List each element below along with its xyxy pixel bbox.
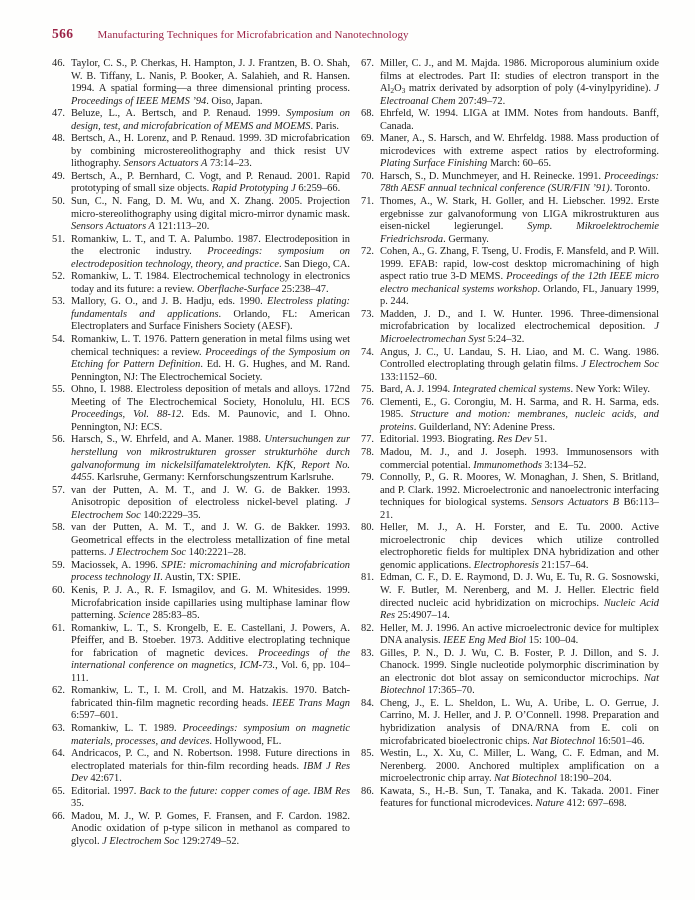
reference-item — [361, 434, 659, 447]
reference-number: 64. — [52, 748, 65, 760]
reference-item — [361, 447, 659, 472]
reference-text: Mallory, G. O., and J. B. Hadju, eds. 1990. Electroless plating: fundamentals and applications. Orlando, FL: American Electroplaters and Surface Finishers Society (AESF). — [71, 296, 350, 333]
references-column-left — [52, 58, 350, 848]
reference-text: Romankiw, L. T. 1984. Electrochemical technology in electronics today and its future: a review. Oberflache-Surface 25:238–47. — [71, 271, 350, 295]
running-header-title: Manufacturing Techniques for Microfabrication and Nanotechnology — [97, 29, 409, 41]
reference-text: Edman, C. F., D. E. Raymond, D. J. Wu, E. Tu, R. G. Sosnowski, W. F. Butler, M. Nerenberg, and M. J. Heller. Electric field directed nucleic acid hybridization on microchips. Nucleic Acid Res 25:4907–14. — [380, 572, 660, 622]
reference-text: Ehrfeld, W. 1994. LIGA at IMM. Notes from handouts. Banff, Canada. — [380, 108, 659, 132]
reference-number: 76. — [361, 396, 374, 408]
reference-item — [52, 171, 350, 196]
reference-item — [361, 698, 659, 748]
reference-number: 49. — [52, 170, 65, 182]
reference-number: 60. — [52, 584, 65, 596]
reference-text: Westin, L., X. Xu, C. Miller, L. Wang, C. F. Edman, and M. Nerenberg. 2000. Anchored multiplex amplification on a microelectronic chip array. Nat Biotechnol 18:190–204. — [380, 748, 659, 785]
reference-text: Miller, C. J., and M. Majda. 1986. Microporous aluminium oxide films at electrodes. Part II: studies of electron transport in the $Al_2O_3$ matrix derivated by adsorption of poly (4-vinylpyridine). J Electroanal Chem 207:49–72. — [380, 58, 659, 107]
reference-number: 58. — [52, 522, 65, 534]
reference-item — [52, 234, 350, 272]
reference-number: 57. — [52, 484, 65, 496]
reference-text: Clementi, E., G. Corongiu, M. H. Sarma, and R. H. Sarma, eds. 1985. Structure and motion: membranes, nucleic acids, and proteins. Guilderland, NY: Adenine Press. — [380, 396, 659, 433]
reference-number: 81. — [361, 572, 374, 584]
reference-item — [52, 108, 350, 133]
reference-item — [361, 58, 659, 108]
reference-text: Cheng, J., E. L. Sheldon, L. Wu, A. Uribe, L. O. Gerrue, J. Carrino, M. J. Heller, and J. P. O’Connell. 1998. Preparation and hybridization analysis of DNA/RNA from E. coli on microfabricated bioelectronic chips. Nat Biotechnol 16:501–46. — [380, 697, 659, 747]
reference-number: 51. — [52, 233, 65, 245]
reference-item — [52, 485, 350, 523]
reference-text: Connolly, P., G. R. Moores, W. Monaghan, J. Shen, S. Britland, and P. Clark. 1992. Microelectronic and nanoelectronic interfacing techniques for biological systems. Sensors Actuators B B6:113–21. — [380, 472, 660, 521]
reference-item — [361, 246, 659, 309]
reference-number: 82. — [361, 622, 374, 634]
reference-text: Romankiw, L. T. 1989. Proceedings: symposium on magnetic materials, processes, and devices. Hollywood, FL. — [71, 722, 350, 747]
reference-number: 56. — [52, 434, 65, 446]
reference-text: Sun, C., N. Fang, D. M. Wu, and X. Zhang. 2005. Projection micro-stereolithography using digital micro-mirror dynamic mask. Sensors Actuators A 121:113–20. — [71, 196, 350, 233]
reference-number: 47. — [52, 108, 65, 120]
reference-item — [361, 196, 659, 246]
reference-text: Kawata, S., H.-B. Sun, T. Tanaka, and K. Takada. 2001. Finer features for functional microdevices. Nature 412: 697–698. — [380, 785, 659, 810]
reference-number: 71. — [361, 196, 374, 208]
reference-text: Heller, M. J. 1996. An active microelectronic device for multiplex DNA analysis. IEEE Eng Med Biol 15: 100–04. — [380, 622, 659, 647]
reference-number: 86. — [361, 785, 374, 797]
reference-item — [52, 560, 350, 585]
reference-number: 73. — [361, 308, 374, 320]
reference-item — [361, 309, 659, 347]
reference-item — [52, 196, 350, 234]
reference-number: 50. — [52, 196, 65, 208]
reference-item — [52, 334, 350, 384]
reference-text: Editorial. 1997. Back to the future: copper comes of age. IBM Res 35. — [71, 785, 350, 810]
reference-item — [361, 108, 659, 133]
reference-number: 85. — [361, 748, 374, 760]
reference-item — [52, 723, 350, 748]
reference-item — [52, 522, 350, 560]
reference-text: Bertsch, A., P. Bernhard, C. Vogt, and P. Renaud. 2001. Rapid prototyping of small size objects. Rapid Prototyping J 6:259–66. — [71, 170, 350, 195]
reference-text: Harsch, S., D. Munchmeyer, and H. Reinecke. 1991. Proceedings: 78th AESF annual technical conference (SUR/FIN ’91). Toronto. — [380, 170, 659, 195]
reference-number: 75. — [361, 384, 374, 396]
reference-number: 70. — [361, 170, 374, 182]
reference-text: Romankiw, L. T., S. Krongelb, E. E. Castellani, J. Powers, A. Pfeiffer, and B. Stoeber. 1973. Additive electroplating technique for fabrication of magnetic devices. Proceedings of the international conference on magnetics, ICM-73., Vol. 6, pp. 104–111. — [71, 622, 350, 684]
reference-item — [361, 347, 659, 385]
reference-item — [52, 296, 350, 334]
reference-number: 53. — [52, 296, 65, 308]
reference-text: Andricacos, P. C., and N. Robertson. 1998. Future directions in electroplated materials for thin-film recording heads. IBM J Res Dev 42:671. — [71, 748, 350, 785]
reference-item — [361, 522, 659, 572]
reference-item — [361, 748, 659, 786]
reference-item — [361, 384, 659, 397]
reference-text: van der Putten, A. M. T., and J. W. G. de Bakker. 1993. Geometrical effects in the electroless metallization of fine metal patterns. J Electrochem Soc 140:2221–28. — [71, 522, 350, 559]
reference-number: 67. — [361, 58, 374, 69]
reference-text: Romankiw, L. T., and T. A. Palumbo. 1987. Electrodeposition in the electronic industry. Proceedings: symposium on electrodeposition technology, theory, and practice. San Diego, CA. — [71, 233, 350, 270]
reference-number: 78. — [361, 446, 374, 458]
reference-item — [52, 384, 350, 434]
reference-number: 68. — [361, 108, 374, 120]
reference-text: Madou, M. J., W. P. Gomes, F. Fransen, and F. Cardon. 1982. Anodic oxidation of p-type silicon in methanol as compared to glycol. J Electrochem Soc 129:2749–52. — [71, 810, 350, 847]
reference-item — [52, 786, 350, 811]
reference-item — [361, 648, 659, 698]
reference-text: Beluze, L., A. Bertsch, and P. Renaud. 1999. Symposium on design, test, and microfabrication of MEMS and MOEMS. Paris. — [71, 108, 350, 132]
reference-number: 54. — [52, 334, 65, 346]
reference-item — [52, 585, 350, 623]
references-column-right — [361, 58, 659, 848]
reference-item — [52, 685, 350, 723]
reference-text: Bard, A. J. 1994. Integrated chemical systems. New York: Wiley. — [380, 384, 650, 396]
reference-number: 61. — [52, 622, 65, 634]
reference-number: 52. — [52, 271, 65, 283]
reference-text: Harsch, S., W. Ehrfeld, and A. Maner. 1988. Untersuchungen zur herstellung von mikrostrukturen grosser strukturhöhe durch galvanoformung im nickelsilfamatelektrolyten. KfK, Report No. 4455. Karlsruhe, Germany: Kernforschungszentrum Karlsruhe. — [71, 434, 350, 484]
reference-number: 77. — [361, 434, 374, 446]
reference-number: 59. — [52, 559, 65, 571]
reference-number: 84. — [361, 697, 374, 709]
reference-item — [52, 811, 350, 849]
reference-text: Madden, J. D., and I. W. Hunter. 1996. Three-dimensional microfabrication by localized electrochemical deposition. J Microelectromechan Syst 5:24–32. — [380, 308, 659, 346]
reference-text: Madou, M. J., and J. Joseph. 1993. Immunosensors with commercial potential. Immunomethods 3:134–52. — [380, 446, 659, 471]
page-header — [52, 26, 659, 42]
reference-item — [52, 271, 350, 296]
reference-text: Maner, A., S. Harsch, and W. Ehrfeldg. 1988. Mass production of microdevices with extreme aspect ratios by electroforming. Plating Surface Finishing March: 60–65. — [380, 133, 659, 170]
reference-item — [52, 623, 350, 686]
reference-item — [52, 434, 350, 484]
reference-text: Romankiw, L. T., I. M. Croll, and M. Hatzakis. 1970. Batch-fabricated thin-film magnetic recording heads. IEEE Trans Magn 6:597–601. — [71, 685, 350, 722]
reference-number: 74. — [361, 346, 374, 358]
reference-number: 83. — [361, 647, 374, 659]
reference-text: Bertsch, A., H. Lorenz, and P. Renaud. 1999. 3D microfabrication by combining microstereolithography and thick resist UV lithography. Sensors Actuators A 73:14–23. — [71, 133, 350, 170]
reference-item — [361, 786, 659, 811]
reference-number: 63. — [52, 722, 65, 734]
reference-text: Gilles, P. N., D. J. Wu, C. B. Foster, P. J. Dillon, and S. J. Chanock. 1999. Single nucleotide polymorphic discrimination by an electronic dot blot assay on semiconductor microchips. Nat Biotechnol 17:365–70. — [380, 647, 659, 697]
reference-item — [361, 397, 659, 435]
reference-text: Ohno, I. 1988. Electroless deposition of metals and alloys. 172nd Meeting of The Electrochemical Society, Honolulu, HI. ECS Proceedings, Vol. 88-12. Eds. M. Paunovic, and I. Ohno. Pennington, NJ: ECS. — [71, 384, 350, 433]
reference-item — [52, 58, 350, 108]
reference-number: 55. — [52, 384, 65, 396]
reference-text: Maciossek, A. 1996. SPIE: micromachining and microfabrication process technology II. Austin, TX: SPIE. — [71, 559, 350, 584]
reference-text: Thomes, A., W. Stark, H. Goller, and H. Liebscher. 1992. Erste ergebnisse zur galvanoformung von LIGA mikrostrukturen aus eisen-nickel legierungel. Symp. Mikroelektrochemie Friedrichsroda. Germany. — [380, 196, 660, 245]
reference-text: Taylor, C. S., P. Cherkas, H. Hampton, J. J. Frantzen, B. O. Shah, W. B. Tiffany, L. Nanis, P. Booker, A. Salahieh, and R. Hansen. 1994. A spatial forming—a three dimensional printing process. Proceedings of IEEE MEMS ’94. Oiso, Japan. — [71, 58, 350, 107]
page-number: 566 — [52, 26, 74, 41]
references-list — [52, 58, 659, 848]
reference-number: 69. — [361, 133, 374, 145]
reference-number: 72. — [361, 246, 374, 258]
reference-number: 62. — [52, 685, 65, 697]
reference-text: van der Putten, A. M. T., and J. W. G. de Bakker. 1993. Anisotropic deposition of electroless nickel-bevel plating. J Electrochem Soc 140:2229–35. — [71, 484, 350, 521]
reference-text: Editorial. 1993. Biograting. Res Dev 51. — [380, 434, 548, 446]
reference-item — [361, 171, 659, 196]
reference-number: 46. — [52, 58, 65, 69]
reference-item — [361, 572, 659, 622]
reference-item — [52, 133, 350, 171]
reference-number: 65. — [52, 785, 65, 797]
reference-item — [361, 623, 659, 648]
reference-text: Cohen, A., G. Zhang, F. Tseng, U. Frodis, F. Mansfeld, and P. Will. 1999. EFAB: rapid, low-cost desktop micromachining of high aspect ratio true 3-D MEMS. Proceedings of the 12th IEEE micro electro mechanical systems workshop. Orlando, FL, January 1999, p. 244. — [380, 246, 659, 308]
reference-text: Kenis, P. J. A., R. F. Ismagilov, and G. M. Whitesides. 1999. Microfabrication inside capillaries using multiphase laminar flow patterning. Science 285:83–85. — [71, 584, 350, 622]
reference-text: Heller, M. J., A. H. Forster, and E. Tu. 2000. Active microelectronic chip devices which utilize controlled electrophoretic fields for multiplex DNA hybridization and other genomic applications. Electrophoresis 21:157–64. — [380, 522, 659, 571]
reference-number: 48. — [52, 133, 65, 145]
reference-number: 80. — [361, 522, 374, 534]
reference-text: Angus, J. C., U. Landau, S. H. Liao, and M. C. Wang. 1986. Controlled electroplating through gelatin films. J Electrochem Soc 133:1152–60. — [380, 346, 659, 383]
reference-item — [361, 472, 659, 522]
reference-item — [52, 748, 350, 786]
reference-number: 79. — [361, 472, 374, 484]
reference-number: 66. — [52, 810, 65, 822]
reference-text: Romankiw, L. T. 1976. Pattern generation in metal films using wet chemical techniques: a review. Proceedings of the Symposium on Etching for Pattern Definition. Ed. H. G. Hughes, and M. Rand. Pennington, NJ: The Electrochemical Society. — [71, 334, 350, 383]
reference-item — [361, 133, 659, 171]
